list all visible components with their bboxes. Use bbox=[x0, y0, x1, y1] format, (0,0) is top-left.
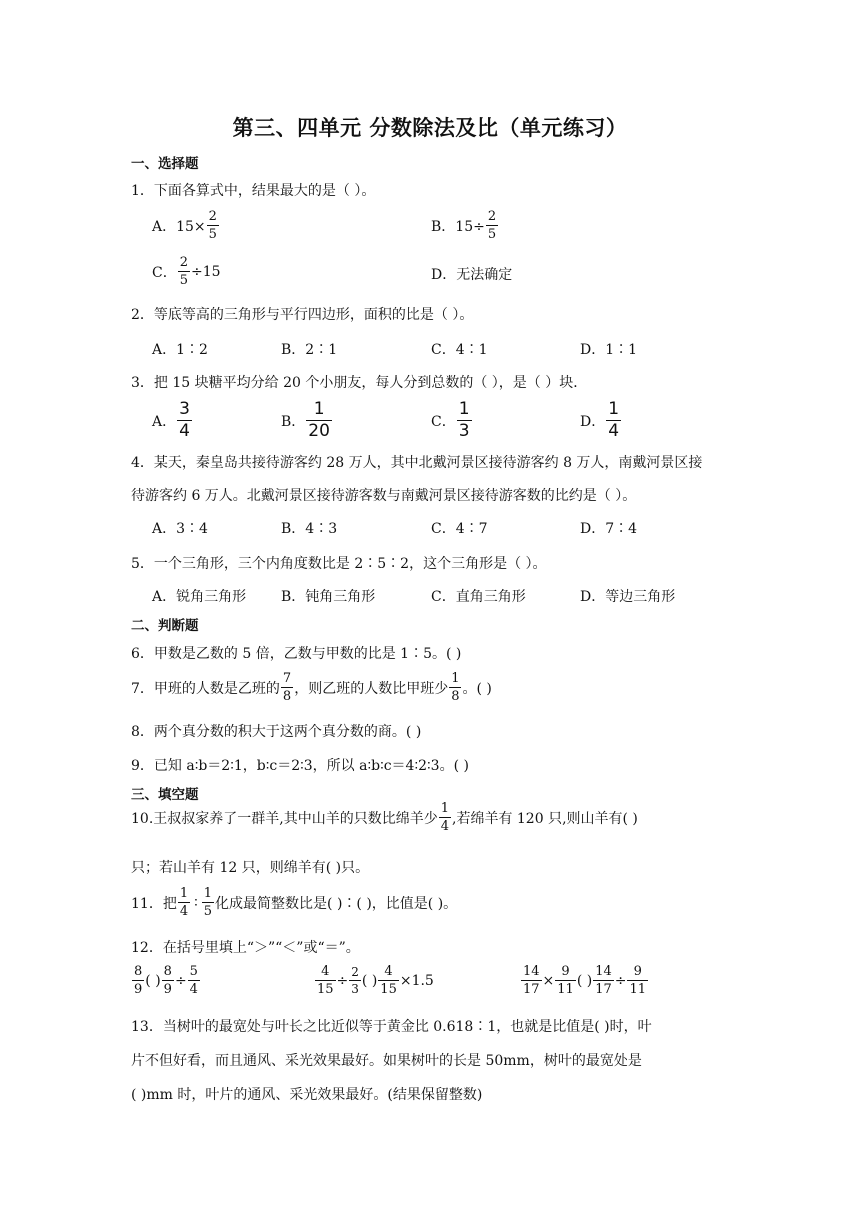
numerator: 4 bbox=[321, 964, 330, 979]
numerator: 2 bbox=[179, 255, 188, 270]
fraction bbox=[202, 887, 214, 918]
page-title: 第三、四单元 分数除法及比（单元练习） bbox=[232, 115, 628, 140]
question-2-stem: 2．等底等高的三角形与平行四边形，面积的比是（ ）。 bbox=[131, 307, 474, 323]
fraction bbox=[593, 965, 614, 996]
answer-blank: ( ) bbox=[145, 972, 161, 989]
operator: × bbox=[542, 972, 555, 989]
numerator: 1 bbox=[179, 886, 189, 901]
option-label: C． bbox=[431, 413, 456, 430]
question-9: 9．已知 a∶b＝2∶1，b∶c＝2∶3，所以 a∶b∶c＝4∶2∶3。( ) bbox=[131, 758, 469, 774]
answer-blank: ( ) bbox=[361, 972, 378, 989]
question-5-option-b: B．钝角三角形 bbox=[281, 589, 376, 605]
fraction bbox=[315, 965, 336, 996]
fraction bbox=[177, 401, 192, 440]
question-13-line-3: ( )mm 时，叶片的通风、采光效果最好。(结果保留整数) bbox=[131, 1087, 483, 1103]
question-2-option-d: D．1∶1 bbox=[580, 342, 638, 358]
denominator: 11 bbox=[557, 982, 574, 997]
fraction bbox=[207, 210, 219, 241]
denominator: 17 bbox=[523, 982, 540, 997]
question-5-option-d: D．等边三角形 bbox=[580, 589, 676, 605]
question-12-group-2 bbox=[314, 965, 434, 996]
denominator: 5 bbox=[203, 904, 213, 919]
numerator: 1 bbox=[203, 886, 213, 901]
option-label: C． bbox=[152, 264, 177, 281]
fraction bbox=[378, 965, 399, 996]
section-heading-choice: 一、选择题 bbox=[131, 156, 199, 172]
operator-tail: ×1.5 bbox=[399, 972, 434, 989]
fraction bbox=[349, 966, 361, 995]
numerator: 3 bbox=[179, 399, 190, 419]
section-heading-judgment: 二、判断题 bbox=[131, 618, 199, 634]
denominator: 3 bbox=[458, 421, 470, 441]
numerator: 1 bbox=[440, 801, 449, 816]
denominator: 3 bbox=[351, 982, 359, 996]
denominator: 20 bbox=[308, 421, 330, 441]
operator: ÷ bbox=[174, 972, 187, 989]
denominator: 4 bbox=[189, 982, 198, 997]
numerator: 7 bbox=[282, 671, 292, 686]
denominator: 5 bbox=[179, 273, 188, 288]
denominator: 5 bbox=[487, 227, 497, 242]
denominator: 9 bbox=[163, 982, 172, 997]
denominator: 15 bbox=[380, 982, 397, 997]
fraction bbox=[555, 965, 576, 996]
question-7-text-3: 。( ) bbox=[462, 680, 492, 697]
fraction bbox=[606, 401, 621, 440]
operator: ÷ bbox=[614, 972, 627, 989]
numerator: 4 bbox=[384, 964, 393, 979]
answer-blank: ( ) bbox=[576, 972, 593, 989]
denominator: 9 bbox=[134, 982, 143, 997]
numerator: 5 bbox=[189, 964, 198, 979]
option-label: A．15× bbox=[152, 218, 206, 235]
numerator: 14 bbox=[595, 964, 612, 979]
question-13-line-2: 片不但好看，而且通风、采光效果最好。如果树叶的长是 50mm，树叶的最宽处是 bbox=[131, 1053, 642, 1069]
denominator: 17 bbox=[595, 982, 612, 997]
fraction bbox=[521, 965, 542, 996]
fraction bbox=[188, 965, 200, 996]
option-label: B． bbox=[281, 413, 306, 430]
numerator: 2 bbox=[487, 209, 497, 224]
denominator: 4 bbox=[179, 421, 190, 441]
question-2-option-b: B．2∶1 bbox=[281, 342, 338, 358]
question-10-text-1: 10.王叔叔家养了一群羊,其中山羊的只数比绵羊少 bbox=[131, 810, 438, 827]
denominator: 8 bbox=[282, 689, 292, 704]
question-11 bbox=[131, 887, 457, 918]
section-heading-fill-blank: 三、填空题 bbox=[131, 787, 199, 803]
question-3-option-c bbox=[431, 401, 473, 440]
denominator: 4 bbox=[608, 421, 620, 441]
question-10-text-2: ,若绵羊有 120 只,则山羊有( ) bbox=[452, 810, 638, 827]
question-5-option-c: C．直角三角形 bbox=[431, 589, 526, 605]
question-8: 8．两个真分数的积大于这两个真分数的商。( ) bbox=[131, 724, 422, 740]
question-7-text-2: ，则乙班的人数比甲班少 bbox=[294, 680, 449, 697]
operator: ÷ bbox=[336, 972, 349, 989]
denominator: 8 bbox=[451, 689, 460, 704]
numerator: 1 bbox=[608, 399, 620, 419]
question-4-option-b: B．4∶3 bbox=[281, 521, 338, 537]
denominator: 4 bbox=[440, 819, 449, 834]
numerator: 8 bbox=[134, 964, 143, 979]
question-10-line-1 bbox=[131, 802, 638, 833]
fraction bbox=[132, 965, 144, 996]
fraction bbox=[178, 887, 190, 918]
option-label: B．15÷ bbox=[431, 218, 485, 235]
question-12-stem: 12．在括号里填上“＞”“＜”或“＝”。 bbox=[131, 940, 360, 956]
denominator: 11 bbox=[629, 982, 647, 997]
question-10-line-2: 只；若山羊有 12 只，则绵羊有( )只。 bbox=[131, 860, 370, 876]
denominator: 5 bbox=[208, 227, 217, 242]
denominator: 4 bbox=[179, 904, 189, 919]
question-1-option-d: D．无法确定 bbox=[431, 267, 513, 283]
question-3-stem: 3．把 15 块糖平均分给 20 个小朋友，每人分到总数的（ ），是（ ）块． bbox=[131, 375, 588, 391]
numerator: 1 bbox=[458, 399, 470, 419]
option-tail: ÷15 bbox=[191, 263, 221, 280]
fraction bbox=[178, 256, 190, 287]
denominator: 15 bbox=[317, 982, 334, 997]
option-label: A． bbox=[152, 413, 177, 430]
question-2-option-c: C．4∶1 bbox=[431, 342, 488, 358]
question-11-text-1: 11．把 bbox=[131, 895, 177, 912]
fraction bbox=[306, 401, 332, 440]
numerator: 8 bbox=[163, 964, 172, 979]
fraction bbox=[449, 672, 461, 703]
numerator: 1 bbox=[313, 399, 325, 419]
question-4-option-a: A．3∶4 bbox=[152, 521, 208, 537]
fraction bbox=[627, 965, 648, 996]
question-4-stem-line-1: 4．某天，秦皇岛共接待游客约 28 万人，其中北戴河景区接待游客约 8 万人，南戴河景区接 bbox=[131, 455, 703, 471]
numerator: 9 bbox=[633, 964, 642, 979]
option-label: D． bbox=[580, 413, 606, 430]
question-12-group-1 bbox=[131, 965, 201, 996]
question-13-line-1: 13．当树叶的最宽处与叶长之比近似等于黄金比 0.618∶1，也就是比值是( )时，叶 bbox=[131, 1019, 652, 1035]
question-2-option-a: A．1∶2 bbox=[152, 342, 208, 358]
question-1-option-a bbox=[152, 210, 220, 241]
fraction bbox=[457, 401, 472, 440]
numerator: 2 bbox=[208, 209, 217, 224]
fraction bbox=[281, 672, 293, 703]
question-1-option-c bbox=[152, 256, 221, 287]
ratio-colon: ∶ bbox=[194, 894, 198, 911]
numerator: 9 bbox=[561, 964, 570, 979]
question-4-stem-line-2: 待游客约 6 万人。北戴河景区接待游客数与南戴河景区接待游客数的比约是（ ）。 bbox=[131, 488, 637, 504]
numerator: 2 bbox=[351, 965, 359, 979]
question-3-option-d bbox=[580, 401, 622, 440]
question-7-text-1: 7．甲班的人数是乙班的 bbox=[131, 680, 280, 697]
fraction bbox=[486, 210, 498, 241]
numerator: 1 bbox=[451, 671, 460, 686]
question-4-option-d: D．7∶4 bbox=[580, 521, 638, 537]
question-7 bbox=[131, 672, 492, 703]
question-12-group-3 bbox=[520, 965, 649, 996]
fraction bbox=[439, 802, 451, 833]
question-5-option-a: A．锐角三角形 bbox=[152, 589, 247, 605]
question-11-text-2: 化成最简整数比是( )∶( )，比值是( )。 bbox=[215, 895, 458, 912]
question-6: 6．甲数是乙数的 5 倍，乙数与甲数的比是 1∶5。( ) bbox=[131, 646, 462, 662]
numerator: 14 bbox=[523, 964, 540, 979]
question-1-option-b bbox=[431, 210, 499, 241]
question-5-stem: 5．一个三角形，三个内角度数比是 2∶5∶2，这个三角形是（ ）。 bbox=[131, 556, 547, 572]
question-1-stem: 1．下面各算式中，结果最大的是（ ）。 bbox=[131, 183, 376, 199]
question-4-option-c: C．4∶7 bbox=[431, 521, 488, 537]
question-3-option-b bbox=[281, 401, 333, 440]
question-3-option-a bbox=[152, 401, 193, 440]
fraction bbox=[162, 965, 174, 996]
